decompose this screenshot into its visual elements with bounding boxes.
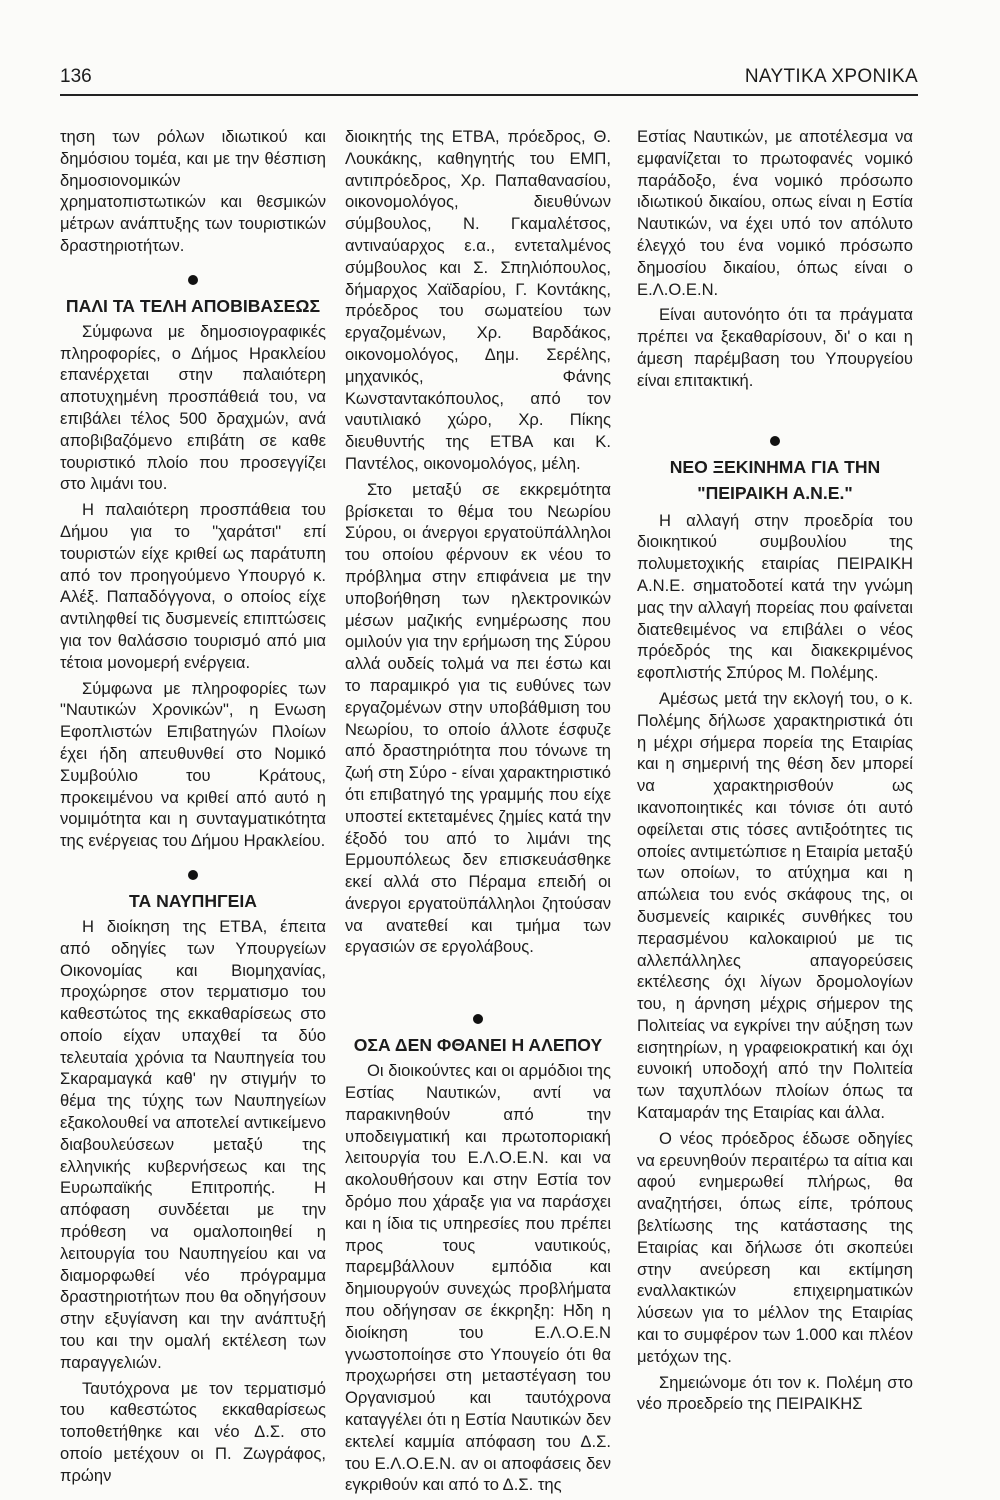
- paragraph: Αμέσως μετά την εκλογή του, ο κ. Πολέμης δήλωσε χαρακτηριστικά ότι η μέχρι σήμερα πορεία της Εταιρίας και η σημερινή της θέση δεν μπορεί να χαρακτηρισθούν ως ικανοποιητικές και τόνισε ότι αυτό οφείλεται στις τόσες αντιξοότητες τις οποίες αντιμετώπισε η Εταιρία μεταξύ των οποίων, το ατύχημα και η απώλεια του ενός σκάφους της, οι δυσμενείς καιρικές συνθήκες του περασμένου καλοκαιριού με τις αλλεπάλληλες απαγορεύσεις εκτέλεσης όχι λίγων δρομολογίων του, η άρνηση μέχρις σήμερον της Πολιτείας να εγκρίνει την αύξηση των εισητηρίων, η γραφειοκρατική και όχι ευνοική υποδοχή από την Πολιτεία των ταχυπλόων πλοίων όπως τα Καταμαράν της Εταιρίας και άλλα.: [637, 688, 913, 1123]
- section-bullet-icon: [188, 870, 198, 880]
- section-heading: ΠΑΛΙ ΤΑ ΤΕΛΗ ΑΠΟΒΙΒΑΣΕΩΣ: [65, 295, 321, 316]
- paragraph: Στο μεταξύ σε εκκρεμότητα βρίσκεται το θέμα του Νεωρίου Σύρου, οι άνεργοι εργατοϋπάλληλοι του οποίου φέρνουν εκ νέου το πρόβλημα στην επιφάνεια με την υποβοήθηση των ηλεκτρονικών μέσων μαζικής ενημέρωσης που ομιλούν για την ερήμωση της Σύρου αλλά ουδείς τολμά να πει έστω και το παραμικρό για τις ευθύνες των εργαζομένων στην υποβάθμιση του Νεωρίου, το οποίο άλλοτε έσφυζε από δραστηριότητα που τόνωνε τη ζωή στη Σύρο - είναι χαρακτηριστικό ότι επιβατηγό της γραμμής που είχε υποστεί εκτεταμένες ζημίες κατά την έξοδό του από το λιμάνι της Ερμουπόλεως δεν επισκευάσθηκε εκεί αλλά στο Πέραμα επειδή οι άνεργοι εργατοϋπάλληλοι ζητούσαν να ανατεθεί και τμήμα των εργασιών σε εργολάβους.: [345, 479, 611, 957]
- section-heading: ΟΣΑ ΔΕΝ ΦΘΑΝΕΙ Η ΑΛΕΠΟΥ: [353, 1035, 603, 1056]
- paragraph: Η παλαιότερη προσπάθεια του Δήμου για το "χαράτσι" επί τουριστών είχε κριθεί ως παράτυπη από τον προηγούμενο Υπουργό κ. Αλέξ. Παπαδόγγονα, ο οποίος είχε αντιληφθεί τις δυσμενείς επιπτώσεις για τον θαλάσσιο τουρισμό από μια τέτοια μονομερή ενέργεια.: [60, 500, 326, 672]
- paragraph: Οι διοικούντες και οι αρμόδιοι της Εστίας Ναυτικών, αντί να παρακινηθούν από την υποδειγματική και πρωτοποριακή λειτουργία του Ε.Λ.Ο.Ε.Ν. και να ακολουθήσουν και στην Εστία τον δρόμο που χάραξε για να παράσχει και η ίδια τις υπηρεσίες που πρέπει προς τους ναυτικούς, παρεμβάλλουν εμπόδια και δημιουργούν συνεχώς προβλήματα που οδήγησαν σε έκκρηξη: Ηδη η διοίκηση του Ε.Λ.Ο.Ε.Ν γνωστοποίησε στο Υπουγείο ότι θα προχωρήσει στη μεταστέγαση του Οργανισμού και ταυτόχρονα καταγγέλει ότι η Εστία Ναυτικών δεν εκτελεί καμμία απόφαση του Δ.Σ. του Ε.Λ.Ο.Ε.Ν. αν οι αποφάσεις δεν εγκριθούν και από το Δ.Σ. της: [345, 1061, 611, 1495]
- paragraph: διοικητής της ΕΤΒΑ, πρόεδρος, Θ. Λουκάκης, καθηγητής του ΕΜΠ, αντιπρόεδρος, Χρ. Παπαθανασίου, οικονομολόγος, διευθύνων σύμβουλος, Ν. Γκαμαλέτσος, αντιναύαρχος ε.α., εντεταλμένος σύμβουλος και Σ. Σπηλιόπουλος, δήμαρχος Χαϊδαρίου, Γ. Κοντάκης, πρόεδρος του σωματείου των εργαζομένων, Χρ. Βαρδάκος, οικονομολόγος, Δημ. Σερέλης, μηχανικός, Φάνης Κωνσταντακόπουλος, από τον ναυτιλιακό χώρο, Χρ. Πίκης διευθυντής της ΕΤΒΑ και Κ. Παντέλος, οικονομολόγος, μέλη.: [345, 127, 611, 473]
- paragraph: Σημειώνομε ότι τον κ. Πολέμη στο νέο προεδρείο της ΠΕΙΡΑΙΚΗΣ: [637, 1372, 913, 1414]
- section-heading: ΤΑ ΝΑΥΠΗΓΕΙΑ: [129, 890, 257, 911]
- paragraph: τηση των ρόλων ιδιωτικού και δημόσιου τομέα, και με την θέσπιση δημοσιονομικών χρηματοπιστωτικών και θεσμικών μέτρων ανάπτυξης των τουριστικών δραστηριοτήτων.: [60, 127, 326, 255]
- section-heading-line-1: ΝΕΟ ΞΕΚΙΝΗΜΑ ΓΙΑ ΤΗΝ: [669, 456, 881, 477]
- paragraph: Η διοίκηση της ΕΤΒΑ, έπειτα από οδηγίες των Υπουργείων Οικονομίας και Βιομηχανίας, προχώρησε στον τερματισμο του καθεστώτος της εκκαθαρίσεως στο οποίο είχαν υπαχθεί τα δύο τελευταία χρόνια τα Ναυπηγεία του Σκαραμαγκά καθ' ην στιγμήν το θέμα της τύχης των Ναυπηγείων εξακολουθεί να αποτελεί αντικείμενο διαβουλεύσεων μεταξύ της ελληνικής κυβερνήσεως και της Ευρωπαϊκής Επιτροπής. Η απόφαση συνδέεται με την πρόθεση να ομαλοποιηθεί η λειτουργία του Ναυπηγείου και να διαμορφωθεί νέο πρόγραμμα δραστηριοτήτων που θα οδηγήσουν στην εξυγίανση και την ανάπτυξή του και την ομαλή εκτέλεση των παραγγελιών.: [60, 916, 326, 1372]
- column-1: [60, 126, 326, 1491]
- paragraph: Εστίας Ναυτικών, με αποτέλεσμα να εμφανίζεται το πρωτοφανές νομικό παράδοξο, ένα νομικό πρόσωπο ιδιωτικού δικαίου, οπως είναι η Εστία Ναυτικών, να έχει υπό τον απόλυτο έλεγχό του ένα νομικό πρόσωπο δημοσίου δικαίου, όπως είναι ο Ε.Λ.Ο.Ε.Ν.: [637, 127, 913, 299]
- paragraph: Σύμφωνα με δημοσιογραφικές πληροφορίες, ο Δήμος Ηρακλείου επανέρχεται στην παλαιότερη αποτυχημένη προσπάθειά του, να επιβάλει τέλος 500 δραχμών, ανά αποβιβαζόμενο επιβάτη σε καθε τουριστικό πλοίο που προσεγγίζει στο λιμάνι του.: [60, 321, 326, 494]
- section-bullet-icon: [770, 436, 780, 446]
- paragraph: Σύμφωνα με πληροφορίες των "Ναυτικών Χρονικών", η Ενωση Εφοπλιστών Επιβατηγών Πλοίων έχει ήδη απευθυνθεί στο Νομικό Συμβούλιο του Κράτους, προκειμένου να κριθεί από αυτό η νομιμότητα και η συνταγματικότητα της ενέργειας του Δήμου Ηρακλείου.: [60, 678, 326, 851]
- paragraph: Η αλλαγή στην προεδρία του διοικητικού συμβουλίου της πολυμετοχικής εταιρίας ΠΕΙΡΑΙΚΗ Α.Ν.Ε. σηματοδοτεί κατά την γνώμη μας την αλλαγή πορείας που φαίνεται διατεθειμένος να επιβάλει ο νέος πρόεδρός της και διακεκριμένος εφοπλιστής Σπύρος Μ. Πολέμης.: [637, 510, 914, 683]
- magazine-title: ΝΑΥΤΙΚΑ ΧΡΟΝΙΚΑ: [744, 66, 918, 87]
- column-3: [637, 126, 913, 1419]
- running-header: [60, 64, 918, 96]
- paragraph: Ταυτόχρονα με τον τερματισμό του καθεστώτος εκκαθαρίσεως τοποθετήθηκε και νέο Δ.Σ. στο οποίο μετέχουν οι Π. Ζωγράφος, πρώην: [60, 1378, 326, 1485]
- section-bullet-icon: [188, 275, 198, 285]
- section-bullet-icon: [473, 1014, 483, 1024]
- paragraph: Είναι αυτονόητο ότι τα πράγματα πρέπει να ξεκαθαρίσουν, δι' ο και η άμεση παρέμβαση του Υπουργείου είναι επιτακτική.: [637, 305, 913, 390]
- paragraph: Ο νέος πρόεδρος έδωσε οδηγίες να ερευνηθούν περαιτέρω τα αίτια και αφού ενημερωθεί πλήρως, θα αναζητήσει, όπως είπε, τρόπους βελτίωσης της κατάστασης της Εταιρίας και δήλωσε ότι σκοπεύει στην ανεύρεση και εκτίμηση εναλλακτικών επιχειρηματικών λύσεων για το μέλλον της Εταιρίας και το συμφέρον των 1.000 και πλέον μετόχων της.: [637, 1128, 913, 1366]
- page-number: 136: [60, 66, 92, 87]
- section-heading-line-2: "ΠΕΙΡΑΙΚΗ Α.Ν.Ε.": [697, 482, 853, 503]
- column-2: [345, 126, 611, 1500]
